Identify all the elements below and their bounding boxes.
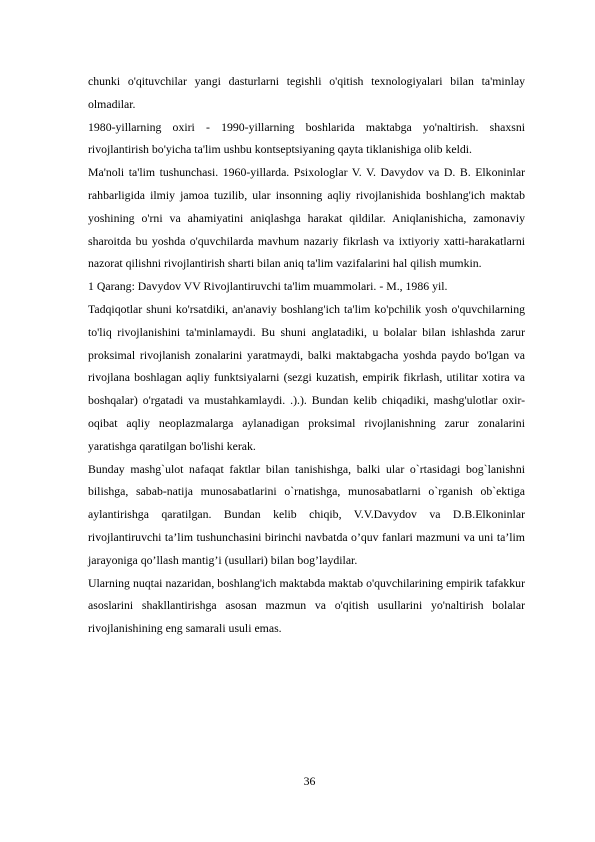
- paragraph-4: Tadqiqotlar shuni ko'rsatdiki, an'anaviy boshlang'ich ta'lim ko'pchilik yosh o'quvchilarning to'liq rivojlanishini ta'minlamaydi. Bu shuni anglatadiki, u bolalar bilan ishlashda zarur proksimal rivojlanish zonalarini yaratmaydi, balki maktabgacha yoshda paydo bo'lgan va rivojlana boshlagan aqliy funktsiyalarni (sezgi kuzatish, empirik fikrlash, utilitar xotira va boshqalar) o'rgatadi va mustahkamlaydi. .).). Bundan kelib chiqadiki, mashg'ulotlar oxir-oqibat aqliy neoplazmalarga aylanadigan proksimal rivojlanishning zarur zonalarini yaratishga qaratilgan bo'lishi kerak.: [88, 301, 525, 453]
- document-body: [88, 70, 525, 640]
- page-number: 36: [303, 774, 316, 788]
- paragraph-1: chunki o'qituvchilar yangi dasturlarni tegishli o'qitish texnologiyalari bilan ta'minlay olmadilar.: [88, 74, 525, 111]
- footnote: 1 Qarang: Davydov VV Rivojlantiruvchi ta'lim muammolari. - M., 1986 yil.: [88, 279, 448, 294]
- paragraph-6: Ularning nuqtai nazaridan, boshlang'ich maktabda maktab o'quvchilarining empirik tafakkur asoslarini shakllantirishga asosan mazmun va o'qitish usullarini yo'naltirish bolalar rivojlanishining eng samarali usuli emas.: [88, 575, 525, 636]
- paragraph-3: Ma'noli ta'lim tushunchasi. 1960-yillarda. Psixologlar V. V. Davydov va D. B. Elkoninlar rahbarligida ilmiy jamoa tuzilib, ular insonning aqliy rivojlanishida boshlang'ich maktab yoshining o'rni va ahamiyatini aniqlashga harakat qildilar. Aniqlanishicha, zamonaviy sharoitda bu yoshda o'quvchilarda mavhum nazariy fikrlash va ixtiyoriy xatti-harakatlarni nazorat qilishni rivojlantirish sharti bilan aniq ta'lim vazifalarini hal qilish mumkin.: [88, 165, 525, 271]
- paragraph-2: 1980-yillarning oxiri - 1990-yillarning boshlarida maktabga yo'naltirish. shaxsni rivojlantirish bo'yicha ta'lim ushbu kontseptsiyaning qayta tiklanishiga olib keldi.: [88, 119, 525, 157]
- paragraph-5: Bunday mashg`ulot nafaqat faktlar bilan tanishishga, balki ular o`rtasidagi bog`lanishni bilishga, sabab-natija munosabatlarini o`rnatishga, munosabatlarni o`rganish ob`ektiga aylantirishga qaratilgan. Bundan kelib chiqib, V.V.Davydov va D.B.Elkoninlar rivojlantiruvchi ta’lim tushunchasini birinchi navbatda o’quv fanlari mazmuni va uni ta’lim jarayoniga qo’llash mantig’i (usullari) bilan bog’laydilar.: [88, 461, 525, 567]
